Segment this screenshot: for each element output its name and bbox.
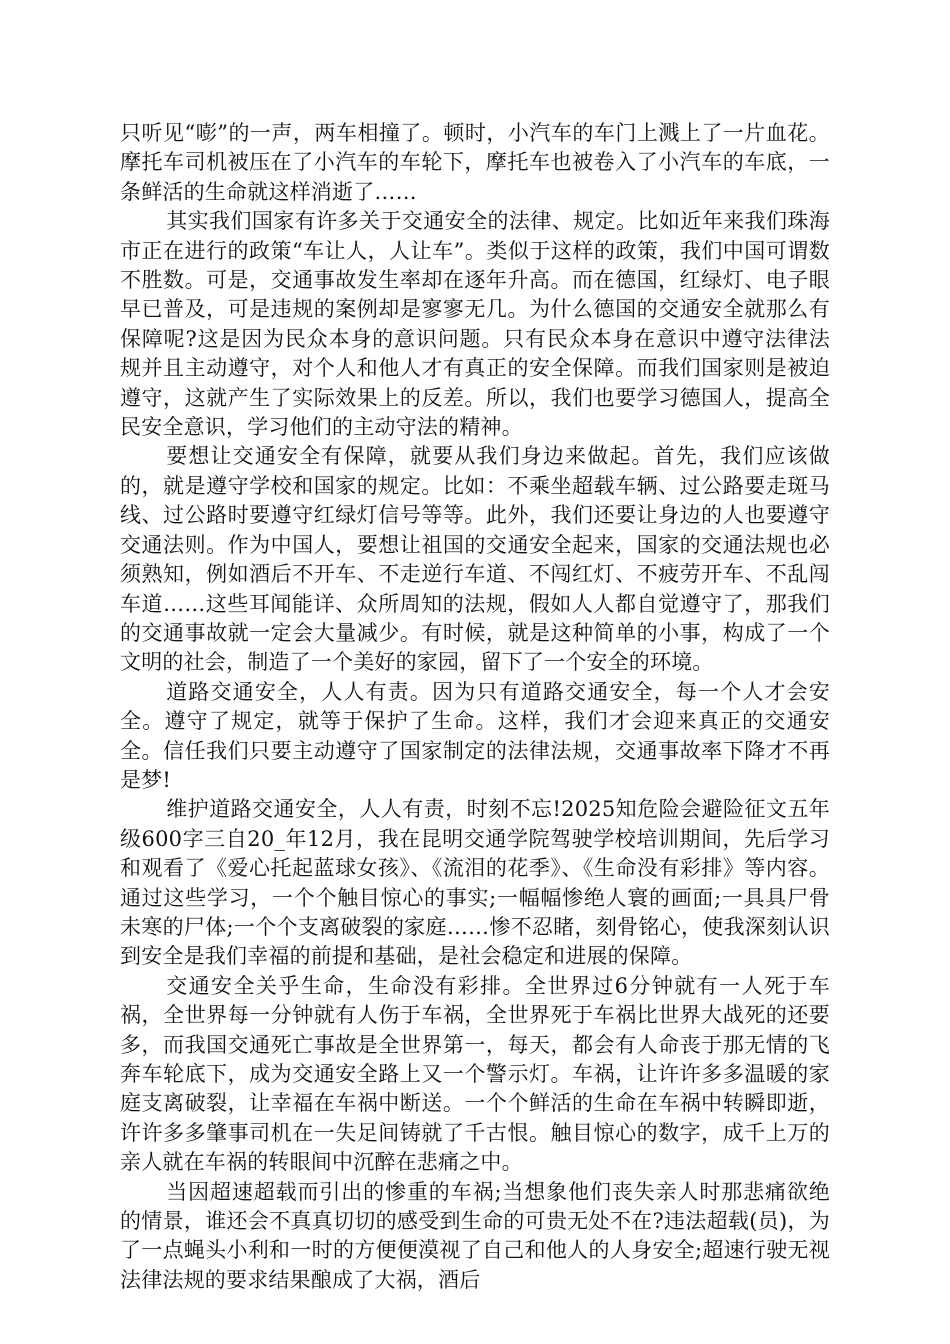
paragraph-2: 其实我们国家有许多关于交通安全的法律、规定。比如近年来我们珠海市正在进行的政策“车让人，人让车”。类似于这样的政策，我们中国可谓数不胜数。可是，交通事故发生率却在逐年升高。而在德国，红绿灯、电子眼早已普及，可是违规的案例却是寥寥无几。为什么德国的交通安全就那么有保障呢?这是因为民众本身的意识问题。只有民众本身在意识中遵守法律法规并且主动遵守，对个人和他人才有真正的安全保障。而我们国家则是被迫遵守，这就产生了实际效果上的反差。所以，我们也要学习德国人，提高全民安全意识，学习他们的主动守法的精神。 (120, 209, 830, 440)
paragraph-4: 道路交通安全，人人有责。因为只有道路交通安全，每一个人才会安全。遵守了规定，就等于保护了生命。这样，我们才会迎来真正的交通安全。信任我们只要主动遵守了国家制定的法律法规，交通事故率下降才不再是梦! (120, 679, 830, 792)
document-body (120, 119, 830, 1295)
paragraph-6: 交通安全关乎生命，生命没有彩排。全世界过6分钟就有一人死于车祸，全世界每一分钟就有人伤于车祸，全世界死于车祸比世界大战死的还要多，而我国交通死亡事故是全世界第一，每天，都会有人命丧于那无情的飞奔车轮底下，成为交通安全路上又一个警示灯。车祸，让许许多多温暖的家庭支离破裂，让幸福在车祸中断送。一个个鲜活的生命在车祸中转瞬即逝，许许多多肇事司机在一失足间铸就了千古恨。触目惊心的数字，成千上万的亲人就在车祸的转眼间中沉醉在悲痛之中。 (120, 973, 830, 1175)
paragraph-5: 维护道路交通安全，人人有责，时刻不忘!2025知危险会避险征文五年级600字三自20_年12月，我在昆明交通学院驾驶学校培训期间，先后学习和观看了《爱心托起蓝球女孩》、《流泪的花季》、《生命没有彩排》等内容。通过这些学习，一个个触目惊心的事实;一幅幅惨绝人寰的画面;一具具尸骨未寒的尸体;一个个支离破裂的家庭……惨不忍睹，刻骨铭心，使我深刻认识到安全是我们幸福的前提和基础，是社会稳定和进展的保障。 (120, 797, 830, 969)
paragraph-7: 当因超速超载而引出的惨重的车祸;当想象他们丧失亲人时那悲痛欲绝的情景，谁还会不真真切切的感受到生命的可贵无处不在?违法超载(员)，为了一点蝇头小利和一时的方便便漠视了自己和他人的人身安全;超速行驶无视法律法规的要求结果酿成了大祸，酒后 (120, 1179, 830, 1292)
paragraph-1: 只听见“嘭”的一声，两车相撞了。顿时，小汽车的车门上溅上了一片血花。摩托车司机被压在了小汽车的车轮下，摩托车也被卷入了小汽车的车底，一条鲜活的生命就这样消逝了…… (120, 121, 830, 204)
paragraph-3: 要想让交通安全有保障，就要从我们身边来做起。首先，我们应该做的，就是遵守学校和国家的规定。比如：不乘坐超载车辆、过公路要走斑马线、过公路时要遵守红绿灯信号等等。此外，我们还要让身边的人也要遵守交通法则。作为中国人，要想让祖国的交通安全起来，国家的交通法规也必须熟知，例如酒后不开车、不走逆行车道、不闯红灯、不疲劳开车、不乱闯车道……这些耳闻能详、众所周知的法规，假如人人都自觉遵守了，那我们的交通事故就一定会大量减少。有时候，就是这种简单的小事，构成了一个文明的社会，制造了一个美好的家园，留下了一个安全的环境。 (120, 444, 830, 675)
